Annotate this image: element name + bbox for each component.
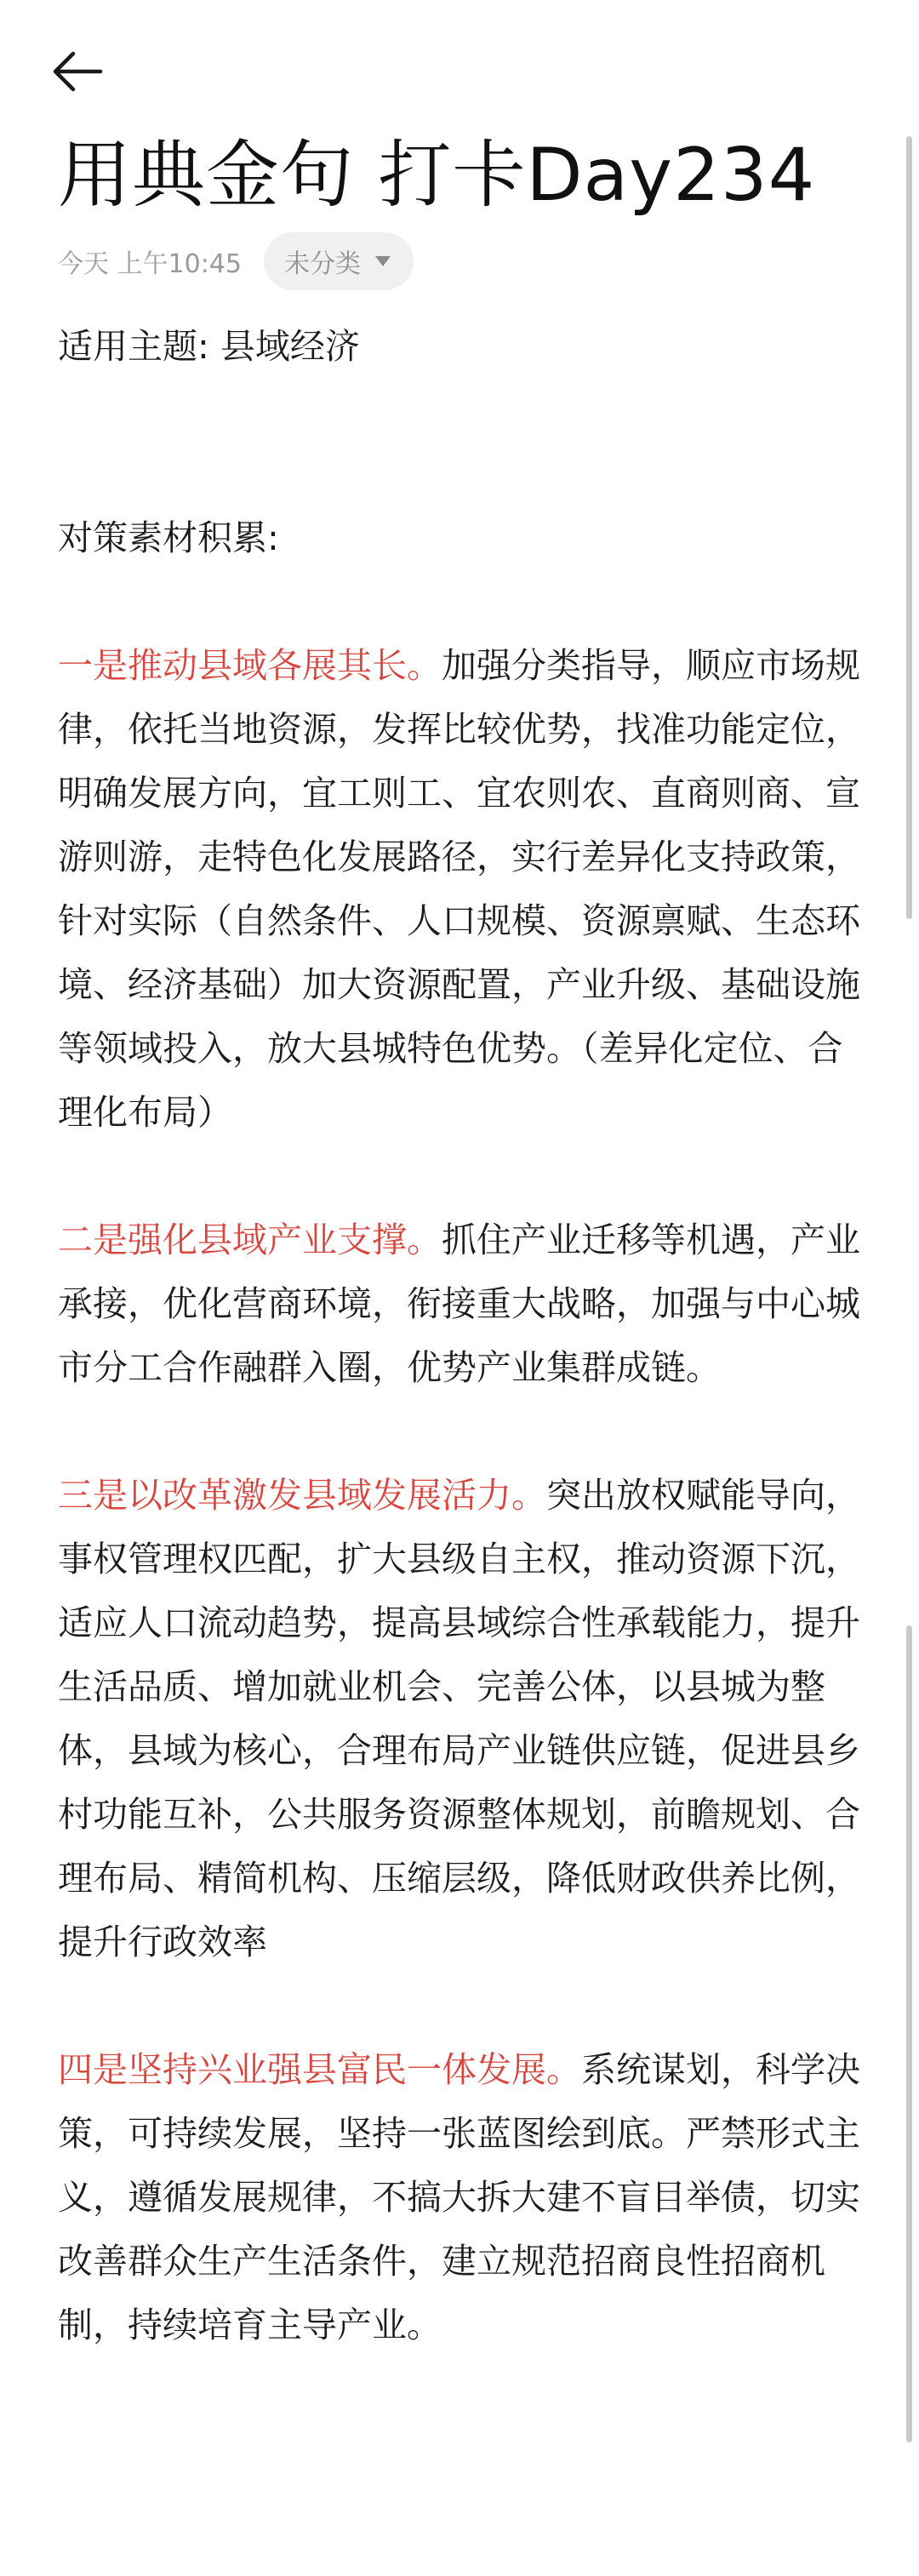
note-body[interactable]	[58, 315, 866, 2357]
section-heading: 对策素材积累:	[58, 517, 279, 558]
triangle-down-icon	[374, 255, 391, 267]
point-paragraph	[58, 1208, 866, 1400]
point-paragraph	[58, 634, 866, 1145]
point-paragraph	[58, 1464, 866, 1974]
back-button[interactable]	[51, 37, 119, 106]
point-paragraph	[58, 2038, 866, 2357]
point-lead: 一是推动县域各展其长。	[58, 645, 442, 686]
back-arrow-icon	[51, 50, 104, 93]
category-selector[interactable]	[264, 232, 414, 290]
point-body: 抓住产业迁移等机遇，产业承接，优化营商环境，衔接重大战略，加强与中心城市分工合作融群入圈，优势产业集群成链。	[58, 1219, 860, 1388]
point-lead: 三是以改革激发县域发展活力。	[58, 1475, 546, 1516]
point-lead: 四是坚持兴业强县富民一体发展。	[58, 2049, 581, 2090]
note-timestamp: 今天 上午10:45	[58, 249, 242, 279]
point-body: 突出放权赋能导向，事权管理权匹配，扩大县级自主权，推动资源下沉，适应人口流动趋势，提高县域综合性承载能力，提升生活品质、增加就业机会、完善公体，以县城为整体，县域为核心，合理布局产业链供应链，促进县乡村功能互补，公共服务资源整体规划，前瞻规划、合理布局、精简机构、压缩层级，降低财政供养比例，提升行政效率	[58, 1475, 860, 1962]
theme-line: 适用主题: 县域经济	[58, 326, 360, 367]
note-meta	[58, 231, 414, 291]
point-body: 系统谋划，科学决策，可持续发展，坚持一张蓝图绘到底。严禁形式主义，遵循发展规律，不搞大拆大建不盲目举债，切实改善群众生产生活条件，建立规范招商良性招商机制，持续培育主导产业。	[58, 2049, 860, 2345]
point-lead: 二是强化县域产业支撑。	[58, 1219, 442, 1260]
scrollbar-thumb[interactable]	[906, 1625, 912, 2442]
scrollbar-thumb[interactable]	[906, 136, 912, 919]
category-label: 未分类	[284, 249, 361, 279]
page-title: 用典金句 打卡Day234	[58, 133, 816, 218]
point-body: 加强分类指导，顺应市场规律，依托当地资源，发挥比较优势，找准功能定位，明确发展方向，宜工则工、宜农则农、直商则商、宣游则游，走特色化发展路径，实行差异化支持政策，针对实际（自然条件、人口规模、资源禀赋、生态环境、经济基础）加大资源配置，产业升级、基础设施等领域投入，放大县城特色优势。（差异化定位、合理化布局）	[58, 645, 860, 1133]
